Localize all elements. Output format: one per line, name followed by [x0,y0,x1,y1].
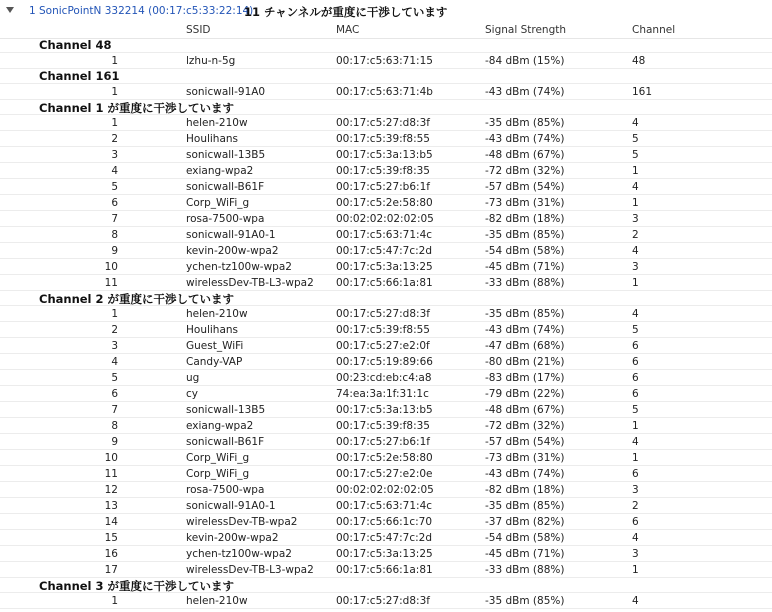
ssid-cell: exiang-wpa2 [186,165,254,177]
col-header-ssid[interactable]: SSID [186,24,211,36]
table-row[interactable] [0,243,772,259]
signal-strength-cell: -33 dBm (88%) [485,277,565,289]
signal-strength-cell: -82 dBm (18%) [485,213,565,225]
mac-cell: 00:17:c5:63:71:4c [336,500,433,512]
col-header-mac[interactable]: MAC [336,24,360,36]
channel-cell: 3 [632,213,639,225]
row-index: 11 [104,277,118,289]
row-index: 9 [111,436,118,448]
table-row[interactable] [0,163,772,179]
row-index: 16 [104,548,118,560]
mac-cell: 00:17:c5:27:d8:3f [336,595,430,607]
channel-cell: 1 [632,277,639,289]
mac-cell: 00:02:02:02:02:05 [336,484,434,496]
table-row[interactable] [0,418,772,434]
channel-cell: 3 [632,261,639,273]
ssid-cell: wirelessDev-TB-wpa2 [186,516,298,528]
table-row[interactable] [0,514,772,530]
table-row[interactable] [0,450,772,466]
mac-cell: 00:17:c5:39:f8:35 [336,420,430,432]
channel-cell: 6 [632,340,639,352]
row-index: 1 [111,117,118,129]
mac-cell: 00:17:c5:3a:13:25 [336,548,433,560]
channel-cell: 5 [632,404,639,416]
ssid-cell: kevin-200w-wpa2 [186,532,279,544]
channel-group-title: Channel 1 が重度に干渉しています [39,101,235,115]
table-row[interactable] [0,84,772,100]
signal-strength-cell: -57 dBm (54%) [485,181,565,193]
table-row[interactable] [0,179,772,195]
signal-strength-cell: -73 dBm (31%) [485,197,565,209]
row-index: 9 [111,245,118,257]
ssid-cell: wirelessDev-TB-L3-wpa2 [186,564,314,576]
ssid-cell: Corp_WiFi_g [186,468,250,480]
channel-group-title: Channel 2 が重度に干渉しています [39,292,235,306]
channel-cell: 4 [632,595,639,607]
mac-cell: 00:17:c5:47:7c:2d [336,532,433,544]
channel-cell: 6 [632,516,639,528]
channel-cell: 1 [632,452,639,464]
row-index: 8 [111,420,118,432]
channel-group-title: Channel 3 が重度に干渉しています [39,579,235,593]
signal-strength-cell: -54 dBm (58%) [485,245,565,257]
ssid-cell: ug [186,372,200,384]
channel-group-header [0,69,772,84]
mac-cell: 00:17:c5:27:e2:0e [336,468,433,480]
signal-strength-cell: -45 dBm (71%) [485,261,565,273]
ssid-cell: helen-210w [186,117,248,129]
channel-cell: 2 [632,229,639,241]
mac-cell: 00:17:c5:27:b6:1f [336,181,430,193]
ssid-cell: helen-210w [186,595,248,607]
ssid-cell: helen-210w [186,308,248,320]
row-index: 10 [104,261,118,273]
signal-strength-cell: -43 dBm (74%) [485,324,565,336]
mac-cell: 00:17:c5:63:71:4b [336,86,433,98]
channel-cell: 3 [632,548,639,560]
row-index: 3 [111,149,118,161]
mac-cell: 00:17:c5:63:71:4c [336,229,433,241]
ssid-cell: sonicwall-13B5 [186,149,266,161]
mac-cell: 00:17:c5:39:f8:55 [336,324,430,336]
ssid-cell: sonicwall-91A0-1 [186,229,276,241]
mac-cell: 00:17:c5:3a:13:b5 [336,404,433,416]
row-index: 14 [104,516,118,528]
table-row[interactable] [0,195,772,211]
row-index: 11 [104,468,118,480]
col-header-channel[interactable]: Channel [632,24,676,36]
channel-group-header [0,38,772,53]
mac-cell: 00:17:c5:66:1a:81 [336,277,433,289]
table-row[interactable] [0,466,772,482]
mac-cell: 00:17:c5:27:e2:0f [336,340,430,352]
ssid-cell: lzhu-n-5g [186,55,236,67]
channel-group-title: Channel 161 [39,69,120,83]
signal-strength-cell: -35 dBm (85%) [485,308,565,320]
signal-strength-cell: -82 dBm (18%) [485,484,565,496]
signal-strength-cell: -45 dBm (71%) [485,548,565,560]
row-index: 7 [111,404,118,416]
ssid-cell: sonicwall-91A0 [186,86,266,98]
mac-cell: 00:17:c5:66:1c:70 [336,516,433,528]
col-header-signal-strength[interactable]: Signal Strength [485,24,567,36]
channel-group-title: Channel 48 [39,38,112,52]
channel-cell: 48 [632,55,646,67]
mac-cell: 00:17:c5:19:89:66 [336,356,433,368]
channel-group-header [0,291,772,306]
channel-cell: 3 [632,484,639,496]
row-index: 6 [111,388,118,400]
signal-strength-cell: -35 dBm (85%) [485,500,565,512]
ssid-cell: ychen-tz100w-wpa2 [186,261,292,273]
table-row[interactable] [0,306,772,322]
mac-cell: 00:17:c5:66:1a:81 [336,564,433,576]
signal-strength-cell: -33 dBm (88%) [485,564,565,576]
channel-group-header [0,578,772,593]
channel-cell: 4 [632,532,639,544]
mac-cell: 00:17:c5:2e:58:80 [336,452,433,464]
channel-cell: 1 [632,420,639,432]
table-row[interactable] [0,370,772,386]
channel-cell: 6 [632,356,639,368]
row-index: 17 [104,564,118,576]
row-index: 8 [111,229,118,241]
mac-cell: 00:17:c5:47:7c:2d [336,245,433,257]
mac-cell: 00:17:c5:27:b6:1f [336,436,430,448]
ssid-cell: ychen-tz100w-wpa2 [186,548,292,560]
table-row[interactable] [0,482,772,498]
row-index: 1 [111,86,118,98]
sonicpoint-link[interactable]: 1 SonicPointN 332214 (00:17:c5:33:22:14) [29,5,254,17]
row-index: 10 [104,452,118,464]
row-index: 13 [104,500,118,512]
signal-strength-cell: -35 dBm (85%) [485,229,565,241]
ssid-cell: Candy-VAP [186,356,243,368]
table-row[interactable] [0,53,772,69]
table-row[interactable] [0,402,772,418]
signal-strength-cell: -84 dBm (15%) [485,55,565,67]
ssid-cell: Guest_WiFi [186,340,244,352]
signal-strength-cell: -35 dBm (85%) [485,595,565,607]
interference-warning: 11 チャンネルが重度に干渉しています [244,5,448,19]
ssid-cell: wirelessDev-TB-L3-wpa2 [186,277,314,289]
ssid-cell: Houlihans [186,133,239,145]
table-row[interactable] [0,498,772,514]
channel-cell: 5 [632,133,639,145]
table-row[interactable] [0,259,772,275]
channel-group-header [0,100,772,115]
channel-cell: 4 [632,117,639,129]
table-row[interactable] [0,338,772,354]
mac-cell: 00:17:c5:3a:13:b5 [336,149,433,161]
channel-cell: 4 [632,308,639,320]
channel-cell: 6 [632,388,639,400]
row-index: 3 [111,340,118,352]
mac-cell: 00:23:cd:eb:c4:a8 [336,372,432,384]
channel-cell: 161 [632,86,653,98]
channel-cell: 5 [632,149,639,161]
channel-cell: 4 [632,181,639,193]
signal-strength-cell: -73 dBm (31%) [485,452,565,464]
row-index: 15 [104,532,118,544]
ssid-cell: rosa-7500-wpa [186,484,265,496]
row-index: 12 [104,484,118,496]
mac-cell: 00:17:c5:39:f8:35 [336,165,430,177]
tree-node-header [0,2,772,19]
mac-cell: 00:17:c5:63:71:15 [336,55,433,67]
table-row[interactable] [0,131,772,147]
table-row[interactable] [0,530,772,546]
signal-strength-cell: -43 dBm (74%) [485,86,565,98]
row-index: 5 [111,181,118,193]
row-index: 6 [111,197,118,209]
mac-cell: 00:17:c5:3a:13:25 [336,261,433,273]
ssid-cell: rosa-7500-wpa [186,213,265,225]
table-row[interactable] [0,593,772,609]
table-row[interactable] [0,562,772,578]
table-row[interactable] [0,546,772,562]
signal-strength-cell: -35 dBm (85%) [485,117,565,129]
channel-cell: 4 [632,436,639,448]
mac-cell: 00:17:c5:2e:58:80 [336,197,433,209]
channel-cell: 1 [632,197,639,209]
ssid-cell: cy [186,388,198,400]
signal-strength-cell: -72 dBm (32%) [485,165,565,177]
signal-strength-cell: -48 dBm (67%) [485,404,565,416]
row-index: 4 [111,356,118,368]
ssid-cell: sonicwall-B61F [186,181,265,193]
channel-cell: 6 [632,372,639,384]
signal-strength-cell: -72 dBm (32%) [485,420,565,432]
signal-strength-cell: -54 dBm (58%) [485,532,565,544]
signal-strength-cell: -83 dBm (17%) [485,372,565,384]
ssid-cell: Houlihans [186,324,239,336]
signal-strength-cell: -47 dBm (68%) [485,340,565,352]
mac-cell: 00:02:02:02:02:05 [336,213,434,225]
ssid-cell: sonicwall-13B5 [186,404,266,416]
row-index: 1 [111,595,118,607]
channel-cell: 4 [632,245,639,257]
table-row[interactable] [0,322,772,338]
channel-cell: 5 [632,324,639,336]
ssid-cell: sonicwall-B61F [186,436,265,448]
table-row[interactable] [0,386,772,402]
mac-cell: 00:17:c5:39:f8:55 [336,133,430,145]
signal-strength-cell: -43 dBm (74%) [485,133,565,145]
table-row[interactable] [0,354,772,370]
table-row[interactable] [0,147,772,163]
signal-strength-cell: -43 dBm (74%) [485,468,565,480]
ssid-cell: kevin-200w-wpa2 [186,245,279,257]
signal-strength-cell: -48 dBm (67%) [485,149,565,161]
table-row[interactable] [0,227,772,243]
row-index: 7 [111,213,118,225]
row-index: 1 [111,308,118,320]
row-index: 1 [111,55,118,67]
ssid-cell: exiang-wpa2 [186,420,254,432]
signal-strength-cell: -79 dBm (22%) [485,388,565,400]
table-row[interactable] [0,434,772,450]
channel-cell: 1 [632,165,639,177]
ssid-cell: sonicwall-91A0-1 [186,500,276,512]
row-index: 4 [111,165,118,177]
ssid-cell: Corp_WiFi_g [186,197,250,209]
table-row[interactable] [0,275,772,291]
table-row[interactable] [0,211,772,227]
mac-cell: 00:17:c5:27:d8:3f [336,308,430,320]
row-index: 5 [111,372,118,384]
signal-strength-cell: -80 dBm (21%) [485,356,565,368]
table-row[interactable] [0,115,772,131]
signal-strength-cell: -57 dBm (54%) [485,436,565,448]
mac-cell: 74:ea:3a:1f:31:1c [336,388,429,400]
signal-strength-cell: -37 dBm (82%) [485,516,565,528]
table-header [0,24,772,39]
channel-cell: 6 [632,468,639,480]
row-index: 2 [111,133,118,145]
ssid-cell: Corp_WiFi_g [186,452,250,464]
collapse-caret-icon[interactable] [6,7,14,13]
channel-cell: 1 [632,564,639,576]
row-index: 2 [111,324,118,336]
channel-list [0,38,772,609]
mac-cell: 00:17:c5:27:d8:3f [336,117,430,129]
channel-cell: 2 [632,500,639,512]
